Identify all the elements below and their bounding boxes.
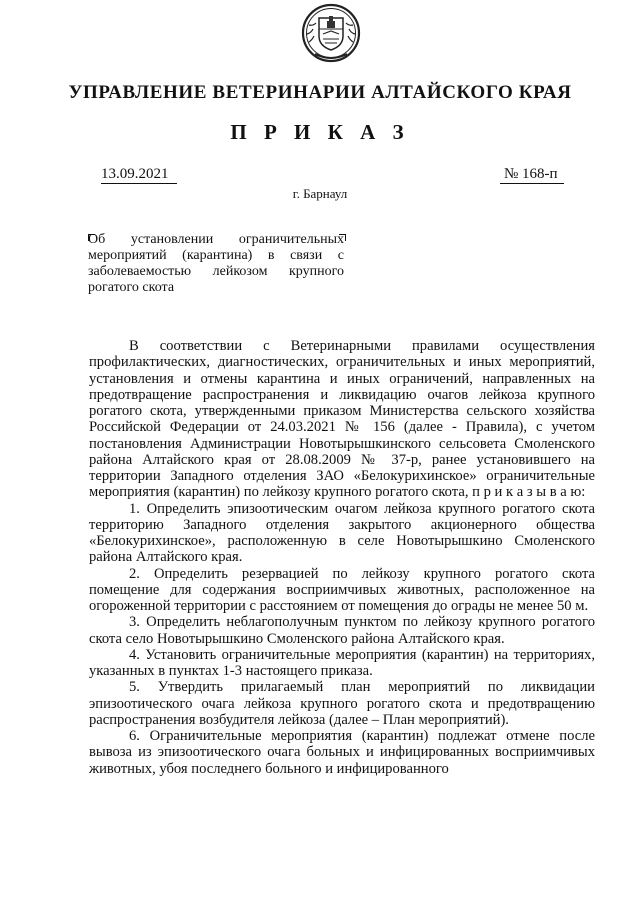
document-body [89,338,595,777]
coat-of-arms-emblem [301,2,361,64]
document-date: 13.09.2021 [101,165,177,184]
order-item-5: 5. Утвердить прилагаемый план мероприятий по ликвидации эпизоотического очага лейкоза крупного рогатого скота и предотвращению распространения возбудителя лейкоза (далее – План мероприятий). [89,679,595,728]
order-item-2: 2. Определить резервацией по лейкозу крупного рогатого скота помещение для содержания восприимчивых животных, расположенное на огороженной территории с расстоянием от помещения до ограды не менее 50 м. [89,565,595,614]
order-item-6: 6. Ограничительные мероприятия (карантин) подлежат отмене после вывоза из эпизоотического очага больных и инфицированных восприимчивых животных, убоя последнего больного и инфицированного [89,728,595,777]
organization-title: УПРАВЛЕНИЕ ВЕТЕРИНАРИИ АЛТАЙСКОГО КРАЯ [68,82,572,103]
order-item-4: 4. Установить ограничительные мероприятия (карантин) на территориях, указанных в пунктах 1-3 настоящего приказа. [89,646,595,679]
order-item-3: 3. Определить неблагополучным пунктом по лейкозу крупного рогатого скота село Новотырышкино Смоленского района Алтайского края. [89,614,595,647]
order-item-1: 1. Определить эпизоотическим очагом лейкоза крупного рогатого скота территорию Западного отделения закрытого акционерного общества «Белокурихинское», расположенную в селе Новотырышкино Смоленского района Алтайского края. [89,500,595,566]
intro-paragraph [89,338,595,501]
intro-text: В соответствии с Ветеринарными правилами осуществления профилактических, диагностических, ограничительных и иных мероприятий, установления и отмены карантина и иных ограничений, направленных на предотвращение распространения и ликвидацию очагов лейкоза крупного рогатого скота, утвержденными приказом Министерства сельского хозяйства Российской Федерации от 24.03.2021 № 156 (далее - Правила), с учетом постановления Администрации Новотырышкинского сельсовета Смоленского района Алтайского края от 28.08.2009 № 37-р, ранее установившего на территории Западного отделения ЗАО «Белокурихинское» ограничительные мероприятия (карантин) по лейкозу крупного рогатого скота, [89,338,595,501]
document-number: № 168-п [500,165,564,184]
document-subject: Об установлении ограничительных мероприятий (карантина) в связи с заболеваемостью лейкозом крупного рогатого скота [88,232,344,295]
document-type-title: П Р И К А З [230,120,410,144]
order-word: п р и к а з ы в а ю: [472,484,586,501]
document-city: г. Барнаул [292,186,348,201]
